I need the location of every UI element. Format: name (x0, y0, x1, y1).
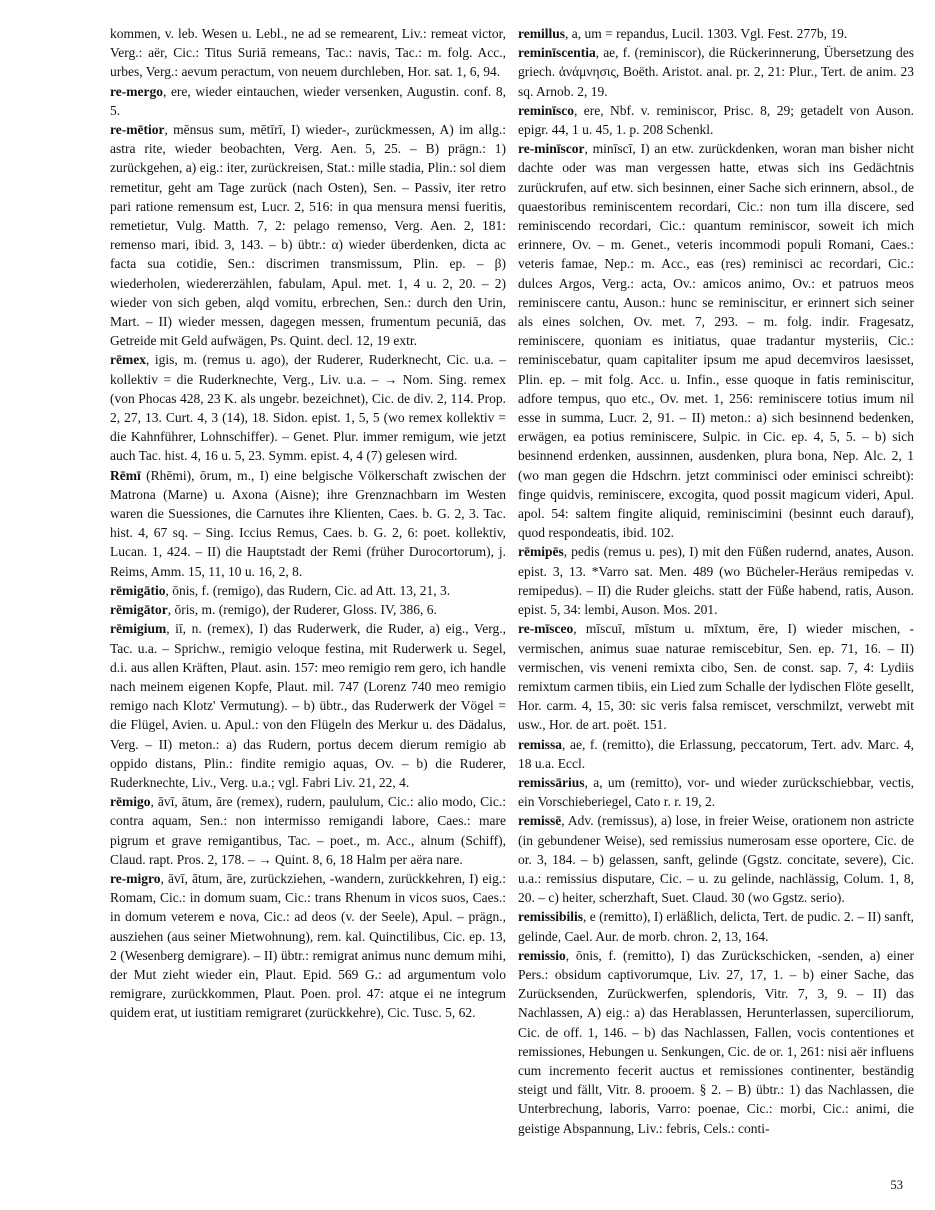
headword: remissibilis (518, 909, 584, 925)
entry (110, 792, 506, 869)
headword: re-mētior (110, 122, 165, 138)
entry-text: , ae, f. (remitto), die Erlassung, peccatorum, Tert. adv. Marc. 4, 18 u.a. Eccl. (518, 736, 914, 771)
headword: rēmigātor (110, 602, 168, 618)
entry (518, 43, 914, 101)
headword: remissē (518, 813, 562, 829)
headword: rēmigium (110, 621, 167, 637)
headword: reminīscentia (518, 45, 596, 61)
headword: reminīsco (518, 102, 574, 118)
entry (110, 350, 506, 465)
headword: Rēmī (110, 467, 141, 483)
entry (518, 773, 914, 811)
headword: rēmipēs (518, 544, 564, 560)
headword: remissa (518, 736, 562, 752)
entry (110, 581, 506, 600)
headword: re-mīsceo (518, 621, 574, 637)
entry (518, 24, 914, 43)
entry (518, 735, 914, 773)
entry (518, 619, 914, 734)
entry (110, 82, 506, 120)
entry (110, 619, 506, 792)
entry-text: , mīscuī, mīstum u. mīxtum, ēre, I) wieder mischen, -vermischen, animus suae naturae remiscebitur, Sen. ep. 71, 16. – II) vermischen, vis veneni remixta cibo, Sen. de const. sap. 7, 4: Lydiis remixtum carmen tibiis, ein Lied zum Schalle der lydischen Flöte gesellt, Hor. carm. 4, 15, 30: sic veris falsa remiscet, verschmilzt, verwebt mit usw., Hor. de art. poët. 151. (518, 621, 914, 733)
headword: rēmigo (110, 794, 151, 810)
entry-text: , igis, m. (remus u. ago), der Ruderer, Ruderknecht, Cic. u.a. – kollektiv = die Ruderknechte, Verg., Liv. u.a. – → Nom. Sing. remex (von Phocas 428, 23 K. als ungebr. bezeichnet), Cic. de div. 2, 114. Prop. 2, 27, 13. Curt. 4, 3 (14), 18. Sidon. epist. 1, 5, 5 (wo remex kollektiv = die Kahnführer, Lohnschiffer). – Genet. Plur. immer remigum, wie jetzt auch Tac. hist. 4, 16 u. 5, 23. Symm. epist. 4, 4 (7) gelesen wird. (110, 352, 506, 464)
headword: re-migro (110, 870, 161, 886)
headword: remissārius (518, 774, 585, 790)
entry (518, 946, 914, 1138)
entry (518, 811, 914, 907)
entry-text: , minīscī, I) an etw. zurückdenken, woran man bisher nicht dachte oder was man vergessen hatte, etwas sich ins Gedächtnis zurückrufen, auf etw. sich besinnen, einer Sache sich erinnern, absol., de quaestoribus reminiscentem recordari, Cic.: non tum illa discere, sed reminiscendo recordari, Cic.: quantum reminiscor, soweit ich mich erinnere, Ov. – m. Genet., veteris incommodi populi Romani, Caes.: veteris famae, Nep.: m. Acc., eas (res) reminisci ac recordari, Cic.: dulces Argos, Verg.: acta, Ov.: amicos animo, Ov.: et patruos meos reminiscere cantu, Auson.: hunc se reminiscitur, er erinnert sich seiner als eines solchen, Ov. met. 7, 293. – m. folg. indir. Fragesatz, reminiscere, quoniam es initiatus, quae tradantur mysteriis, Cic.: reminiscebatur, quam capitaliter ipsum me apud decemviros laesisset, Plin. ep. – mit folg. Acc. u. Infin., esse quoque in fatis reminiscitur, adfore tempus, quo etc., Ov. met. 1, 256: reminiscere totius imum nil esse in summa, Lucr. 2, 91. – II) meton.: a) sich besinnend bedenken, erwägen, ea potius reminiscere, Sulpic. in Cic. ep. 4, 5, 5. – b) sich besinnend erdenken, aussinnen, ausdenken, plura bona, Nep. Alc. 2, 1 (wo man gegen die Hdschrn. jetzt comminisci oder eminisci schreibt): finge quidvis, reminiscere, excogita, quod possit magicum videri, Apul. apol. 54: saltem fingite aliquid, reminiscimini (besinnt euch darauf), quod respondeatis, ibid. 102. (518, 141, 914, 541)
entry-text: , Adv. (remissus), a) lose, in freier Weise, orationem non astricte (in gebundener Weise), sed remissius numerosam esse oportere, Cic. de or. 3, 184. – b) gelassen, sanft, gelinde (Ggstz. concitate, severe), Cic. u.a.: remissius disputare, Cic. – u. zu gelinde, nachlässig, Colum. 1, 8, 20. – c) heiter, scherzhaft, Suet. Claud. 30 (wo Ggstz. serio). (518, 813, 914, 906)
left-column (110, 24, 506, 1023)
entry-text: , mēnsus sum, mētīrī, I) wieder-, zurückmessen, A) im allg.: astra rite, wieder beobachten, Verg. Aen. 5, 25. – B) prägn.: 1) zurückgehen, a) eig.: iter, zurückreisen, Stat.: mille stadia, Plin.: sol diem remetitur, geht am Tage zurück (nach Osten), Sen. – Passiv, iter retro pari ratione remensum est, Lucr. 2, 516: in qua mensura mensi fueritis, remetietur, Vulg. Matth. 7, 2: pelago remenso, Verg. Aen. 2, 181: remenso mari, ibid. 3, 143. – b) übtr.: α) wieder überdenken, dicta ac facta sua cotidie, Sen.: discrimen transmissum, Plin. ep. – β) wiederholen, wiedererzählen, fabulam, Apul. met. 1, 4 u. 2, 20. – 2) wieder von sich geben, alqd vomitu, erbrechen, Sen.: durch den Urin, Mart. – II) wieder messen, dagegen messen, frumentum pecuniā, das Getreide mit Geld aufwägen, Ps. Quint. decl. 12, 19 extr. (110, 122, 506, 349)
entry-text: , āvī, ātum, āre (remex), rudern, paululum, Cic.: alio modo, Cic.: contra aquam, Sen.: non intermisso remigandi labore, Caes.: mare pigrum et grave remigantibus, Tac. – poet., m. Acc., alnum (Schiff), Claud. rapt. Pros. 2, 178. – → Quint. 8, 6, 18 Halm per aëra nare. (110, 794, 506, 867)
entry (110, 24, 506, 82)
entry (110, 600, 506, 619)
entry-text: kommen, v. leb. Wesen u. Lebl., ne ad se remearent, Liv.: remeat victor, Verg.: aër, Cic.: Titus Suriā remeans, Tac.: navis, Tac.: m. folg. Acc., urbes, Verg.: aevum peractum, von neuem durchleben, Hor. sat. 1, 6, 94. (110, 26, 506, 80)
entry (110, 120, 506, 350)
entry-text: , ōnis, f. (remitto), I) das Zurückschicken, -senden, a) einer Pers.: obsidum captivorumque, Liv. 27, 17, 1. – b) einer Sache, das Zurücksenden, Zurückwerfen, splendoris, Vitr. 7, 3, 9. – II) das Nachlassen, A) eig.: a) das Herablassen, Herunterlassen, superciliorum, Cic. de off. 1, 146. – b) das Nachlassen, Fallen, vocis contentiones et remissiones, Hebungen u. Senkungen, Cic. de or. 1, 261: nisi aër influens cum incremento fecerit auctus et remissiones continenter, beständig steigt und fällt, Vitr. 8. prooem. § 2. – B) übtr.: 1) das Nachlassen, die Unterbrechung, laboris, Varro: poenae, Cic.: morbi, Cic.: animi, die geistige Abspannung, Liv.: febris, Cels.: conti- (518, 947, 914, 1136)
entry-text: , ere, Nbf. v. reminiscor, Prisc. 8, 29; getadelt von Auson. epigr. 44, 1 u. 45, 1. p. 208 Schenkl. (518, 102, 914, 138)
right-column (518, 24, 914, 1138)
headword: rēmigātio (110, 582, 166, 598)
entry-text: , a, um (remitto), vor- und wieder zurückschiebbar, vectis, ein Vorschieberiegel, Cato r. r. 19, 2. (518, 774, 914, 810)
page-number: 53 (890, 1178, 903, 1192)
entry (518, 101, 914, 139)
headword: remissio (518, 947, 566, 963)
entry-text: , e (remitto), I) erläßlich, delicta, Tert. de pudic. 2. – II) sanft, gelinde, Cael. Aur. de morb. chron. 2, 13, 164. (518, 909, 914, 944)
entry-text: (Rhēmi), ōrum, m., I) eine belgische Völkerschaft zwischen der Matrona (Marne) u. Axona (Aisne); ihre Grenznachbarn im Westen waren die Suessiones, die Carnutes ihre Klienten, Caes. b. G. 2, 3. Tac. hist. 4, 67 sq. – Sing. Iccius Remus, Caes. b. G. 2, 6: poet. kollektiv, Lucan. 1, 424. – II) die Hauptstadt der Remi (früher Durocortorum), j. Reims, Amm. 15, 11, 10 u. 16, 2, 8. (110, 467, 506, 579)
headword: rēmex (110, 352, 146, 368)
entry-text: , pedis (remus u. pes), I) mit den Füßen rudernd, anates, Auson. epist. 3, 13. *Varro sat. Men. 489 (wo Bücheler-Heräus remipedas v. remipedus). – II) die Ruder gleichs. statt der Füße habend, ratis, Auson. epist. 5, 34: lembi, Auson. Mos. 201. (518, 544, 914, 618)
entry (518, 139, 914, 542)
entry-text: , ere, wieder eintauchen, wieder versenken, Augustin. conf. 8, 5. (110, 83, 506, 118)
entry-text: , āvī, ātum, āre, zurückziehen, -wandern, zurückkehren, I) eig.: Romam, Cic.: in domum suam, Cic.: trans Rhenum in vicos suos, Caes.: in domum veterem e nova, Cic.: ad deos (v. der Seele), Apul. – prägn., ausziehen (aus seiner Mietwohnung), rem. kal. Quinctilibus, Cic. ep. 13, 2 (Wesenberg demigrare). – II) übtr.: remigrat animus nunc demum mihi, der Mut zieht wieder ein, Plaut. Epid. 569 G.: ad argumentum volo remigrare, zurückkommen, Plaut. Poen. prol. 47: atque ei ne integrum quidem erat, ut iustitiam remigraret (zurückkehre), Cic. Tusc. 5, 62. (110, 870, 506, 1021)
headword: re-minīscor (518, 141, 585, 157)
entry-text: , ōnis, f. (remigo), das Rudern, Cic. ad Att. 13, 21, 3. (165, 582, 451, 598)
entry (518, 542, 914, 619)
entry-text: , ae, f. (reminiscor), die Rückerinnerung, Übersetzung des griech. ἀνάμνησις, Boëth. Aristot. anal. pr. 2, 21: Plur., Tert. de anim. 23 sq. Arnob. 2, 19. (518, 45, 914, 99)
entry-text: , ōris, m. (remigo), der Ruderer, Gloss. IV, 386, 6. (167, 602, 437, 618)
entry (518, 907, 914, 945)
entry (110, 466, 506, 581)
entry-text: , iī, n. (remex), I) das Ruderwerk, die Ruder, a) eig., Verg., Tac. u.a. – Sprichw., remigio veloque festina, mit Ruderwerk u. Segel, d.i. aus allen Kräften, Plaut. asin. 157: meo remigio rem gero, ich handle nach meinem eigenen Kopfe, Plaut. mil. 747 (Lorenz 740 meo remigio remigo nach Klotz' Vermutung). – b) übtr., das Ruderwerk der Vögel = die Flügel, Avien. u. Apul.: von den Flügeln des Merkur u. des Dädalus, Verg. – II) meton.: a) das Rudern, portus decem dierum remigio ab oppido distans, Plin.: findite remigio aquas, Ov. – b) die Ruderer, Ruderknechte, Liv., Verg. u.a.; vgl. Fabri Liv. 21, 22, 4. (110, 621, 506, 790)
headword: re-mergo (110, 83, 163, 99)
entry-text: , a, um = repandus, Lucil. 1303. Vgl. Fest. 277b, 19. (565, 26, 848, 41)
entry (110, 869, 506, 1023)
headword: remillus (518, 26, 565, 41)
